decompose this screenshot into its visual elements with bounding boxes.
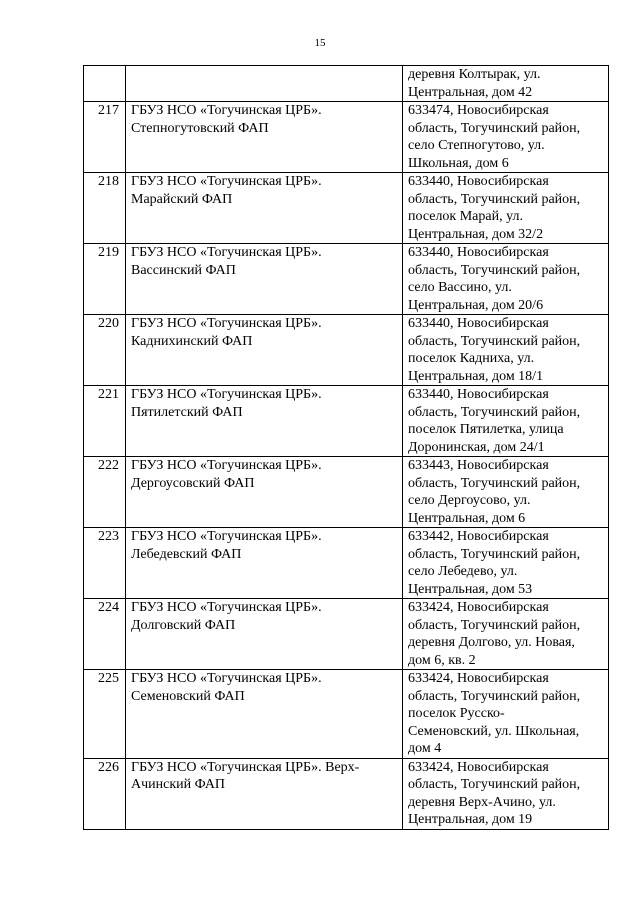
address-line: область, Тогучинский район, [408, 475, 581, 491]
address-line: 633424, Новосибирская [408, 671, 549, 686]
address-line: область, Тогучинский район, [408, 688, 581, 704]
address-line: 633474, Новосибирская [408, 103, 549, 118]
address-line: Центральная, дом 20/6 [408, 297, 544, 313]
table-row [84, 758, 609, 829]
address-line: область, Тогучинский район, [408, 262, 581, 278]
address-line: область, Тогучинский район, [408, 191, 581, 207]
organization-line: ГБУЗ НСО «Тогучинская ЦРБ». [131, 245, 322, 260]
address-line: поселок Пятилетка, улица [408, 422, 564, 437]
address-line: область, Тогучинский район, [408, 404, 581, 420]
address-cell [403, 173, 609, 244]
address-line: дом 6, кв. 2 [408, 652, 476, 668]
address-line: дом 4 [408, 741, 442, 756]
table-row [84, 670, 609, 759]
address-line: деревня Верх-Ачино, ул. [408, 794, 556, 810]
table-row [84, 173, 609, 244]
address-cell [403, 386, 609, 457]
organization-line: Долговский ФАП [131, 617, 236, 633]
organization-line: Степногутовский ФАП [131, 120, 269, 136]
address-line: Центральная, дом 18/1 [408, 368, 544, 384]
row-number [84, 66, 126, 102]
organization-cell [126, 102, 403, 173]
address-line: 633440, Новосибирская [408, 387, 549, 402]
organization-line: Дергоусовский ФАП [131, 475, 255, 491]
address-cell [403, 102, 609, 173]
facility-table-body [84, 66, 609, 830]
organization-cell [126, 315, 403, 386]
row-number: 226 [84, 758, 126, 829]
organization-cell [126, 244, 403, 315]
address-line: Центральная, дом 32/2 [408, 226, 544, 242]
organization-line: Семеновский ФАП [131, 688, 245, 704]
row-number: 223 [84, 528, 126, 599]
address-line: Школьная, дом 6 [408, 155, 509, 171]
address-line: Центральная, дом 42 [408, 84, 533, 100]
address-cell [403, 315, 609, 386]
address-line: Центральная, дом 53 [408, 581, 533, 597]
organization-cell [126, 599, 403, 670]
address-line: область, Тогучинский район, [408, 546, 581, 562]
organization-line: ГБУЗ НСО «Тогучинская ЦРБ». [131, 458, 322, 473]
address-cell [403, 244, 609, 315]
table-row [84, 386, 609, 457]
address-line: поселок Марай, ул. [408, 209, 523, 224]
organization-line: ГБУЗ НСО «Тогучинская ЦРБ». [131, 600, 322, 615]
address-line: область, Тогучинский район, [408, 617, 581, 633]
address-line: село Вассино, ул. [408, 280, 512, 295]
organization-line: Вассинский ФАП [131, 262, 236, 278]
table-row [84, 244, 609, 315]
address-line: поселок Кадниха, ул. [408, 351, 535, 366]
address-line: 633442, Новосибирская [408, 529, 549, 544]
row-number: 220 [84, 315, 126, 386]
address-line: село Лебедево, ул. [408, 564, 518, 579]
row-number: 219 [84, 244, 126, 315]
organization-line: ГБУЗ НСО «Тогучинская ЦРБ». [131, 103, 322, 118]
organization-cell [126, 386, 403, 457]
address-cell [403, 758, 609, 829]
address-cell [403, 66, 609, 102]
facility-table [83, 65, 609, 830]
address-line: Центральная, дом 6 [408, 510, 526, 526]
organization-line: ГБУЗ НСО «Тогучинская ЦРБ». [131, 174, 322, 189]
organization-line: Лебедевский ФАП [131, 546, 242, 562]
organization-cell [126, 173, 403, 244]
address-line: Доронинская, дом 24/1 [408, 439, 545, 455]
table-row [84, 315, 609, 386]
row-number: 221 [84, 386, 126, 457]
organization-line: Марайский ФАП [131, 191, 233, 207]
address-line: Центральная, дом 19 [408, 812, 533, 827]
address-line: 633424, Новосибирская [408, 759, 549, 775]
address-line: село Дергоусово, ул. [408, 493, 531, 508]
address-line: поселок Русско- [408, 706, 505, 721]
address-line: Семеновский, ул. Школьная, [408, 723, 580, 739]
row-number: 222 [84, 457, 126, 528]
row-number: 225 [84, 670, 126, 759]
table-row [84, 102, 609, 173]
organization-cell [126, 528, 403, 599]
address-line: область, Тогучинский район, [408, 120, 581, 136]
organization-line: ГБУЗ НСО «Тогучинская ЦРБ». Верх- [131, 759, 360, 775]
organization-line: Ачинский ФАП [131, 777, 226, 792]
address-line: 633424, Новосибирская [408, 600, 549, 615]
address-line: 633440, Новосибирская [408, 316, 549, 331]
address-cell [403, 457, 609, 528]
address-line: село Степногутово, ул. [408, 138, 545, 153]
address-line: 633440, Новосибирская [408, 245, 549, 260]
organization-cell [126, 758, 403, 829]
organization-cell [126, 670, 403, 759]
address-line: 633440, Новосибирская [408, 174, 549, 189]
row-number: 217 [84, 102, 126, 173]
address-line: область, Тогучинский район, [408, 333, 581, 349]
row-number: 224 [84, 599, 126, 670]
address-cell [403, 670, 609, 759]
organization-cell [126, 66, 403, 102]
organization-line: ГБУЗ НСО «Тогучинская ЦРБ». [131, 671, 322, 686]
address-cell [403, 599, 609, 670]
organization-line: Пятилетский ФАП [131, 404, 243, 420]
organization-line: ГБУЗ НСО «Тогучинская ЦРБ». [131, 529, 322, 544]
organization-line: ГБУЗ НСО «Тогучинская ЦРБ». [131, 387, 322, 402]
address-line: область, Тогучинский район, [408, 777, 581, 792]
address-line: деревня Колтырак, ул. [408, 67, 541, 82]
page-number: 15 [314, 37, 326, 49]
address-cell [403, 528, 609, 599]
organization-line: Каднихинский ФАП [131, 333, 253, 349]
table-row [84, 528, 609, 599]
table-row [84, 457, 609, 528]
address-line: деревня Долгово, ул. Новая, [408, 635, 575, 650]
organization-cell [126, 457, 403, 528]
organization-line: ГБУЗ НСО «Тогучинская ЦРБ». [131, 316, 322, 331]
row-number: 218 [84, 173, 126, 244]
table-row [84, 66, 609, 102]
table-row [84, 599, 609, 670]
address-line: 633443, Новосибирская [408, 458, 549, 473]
